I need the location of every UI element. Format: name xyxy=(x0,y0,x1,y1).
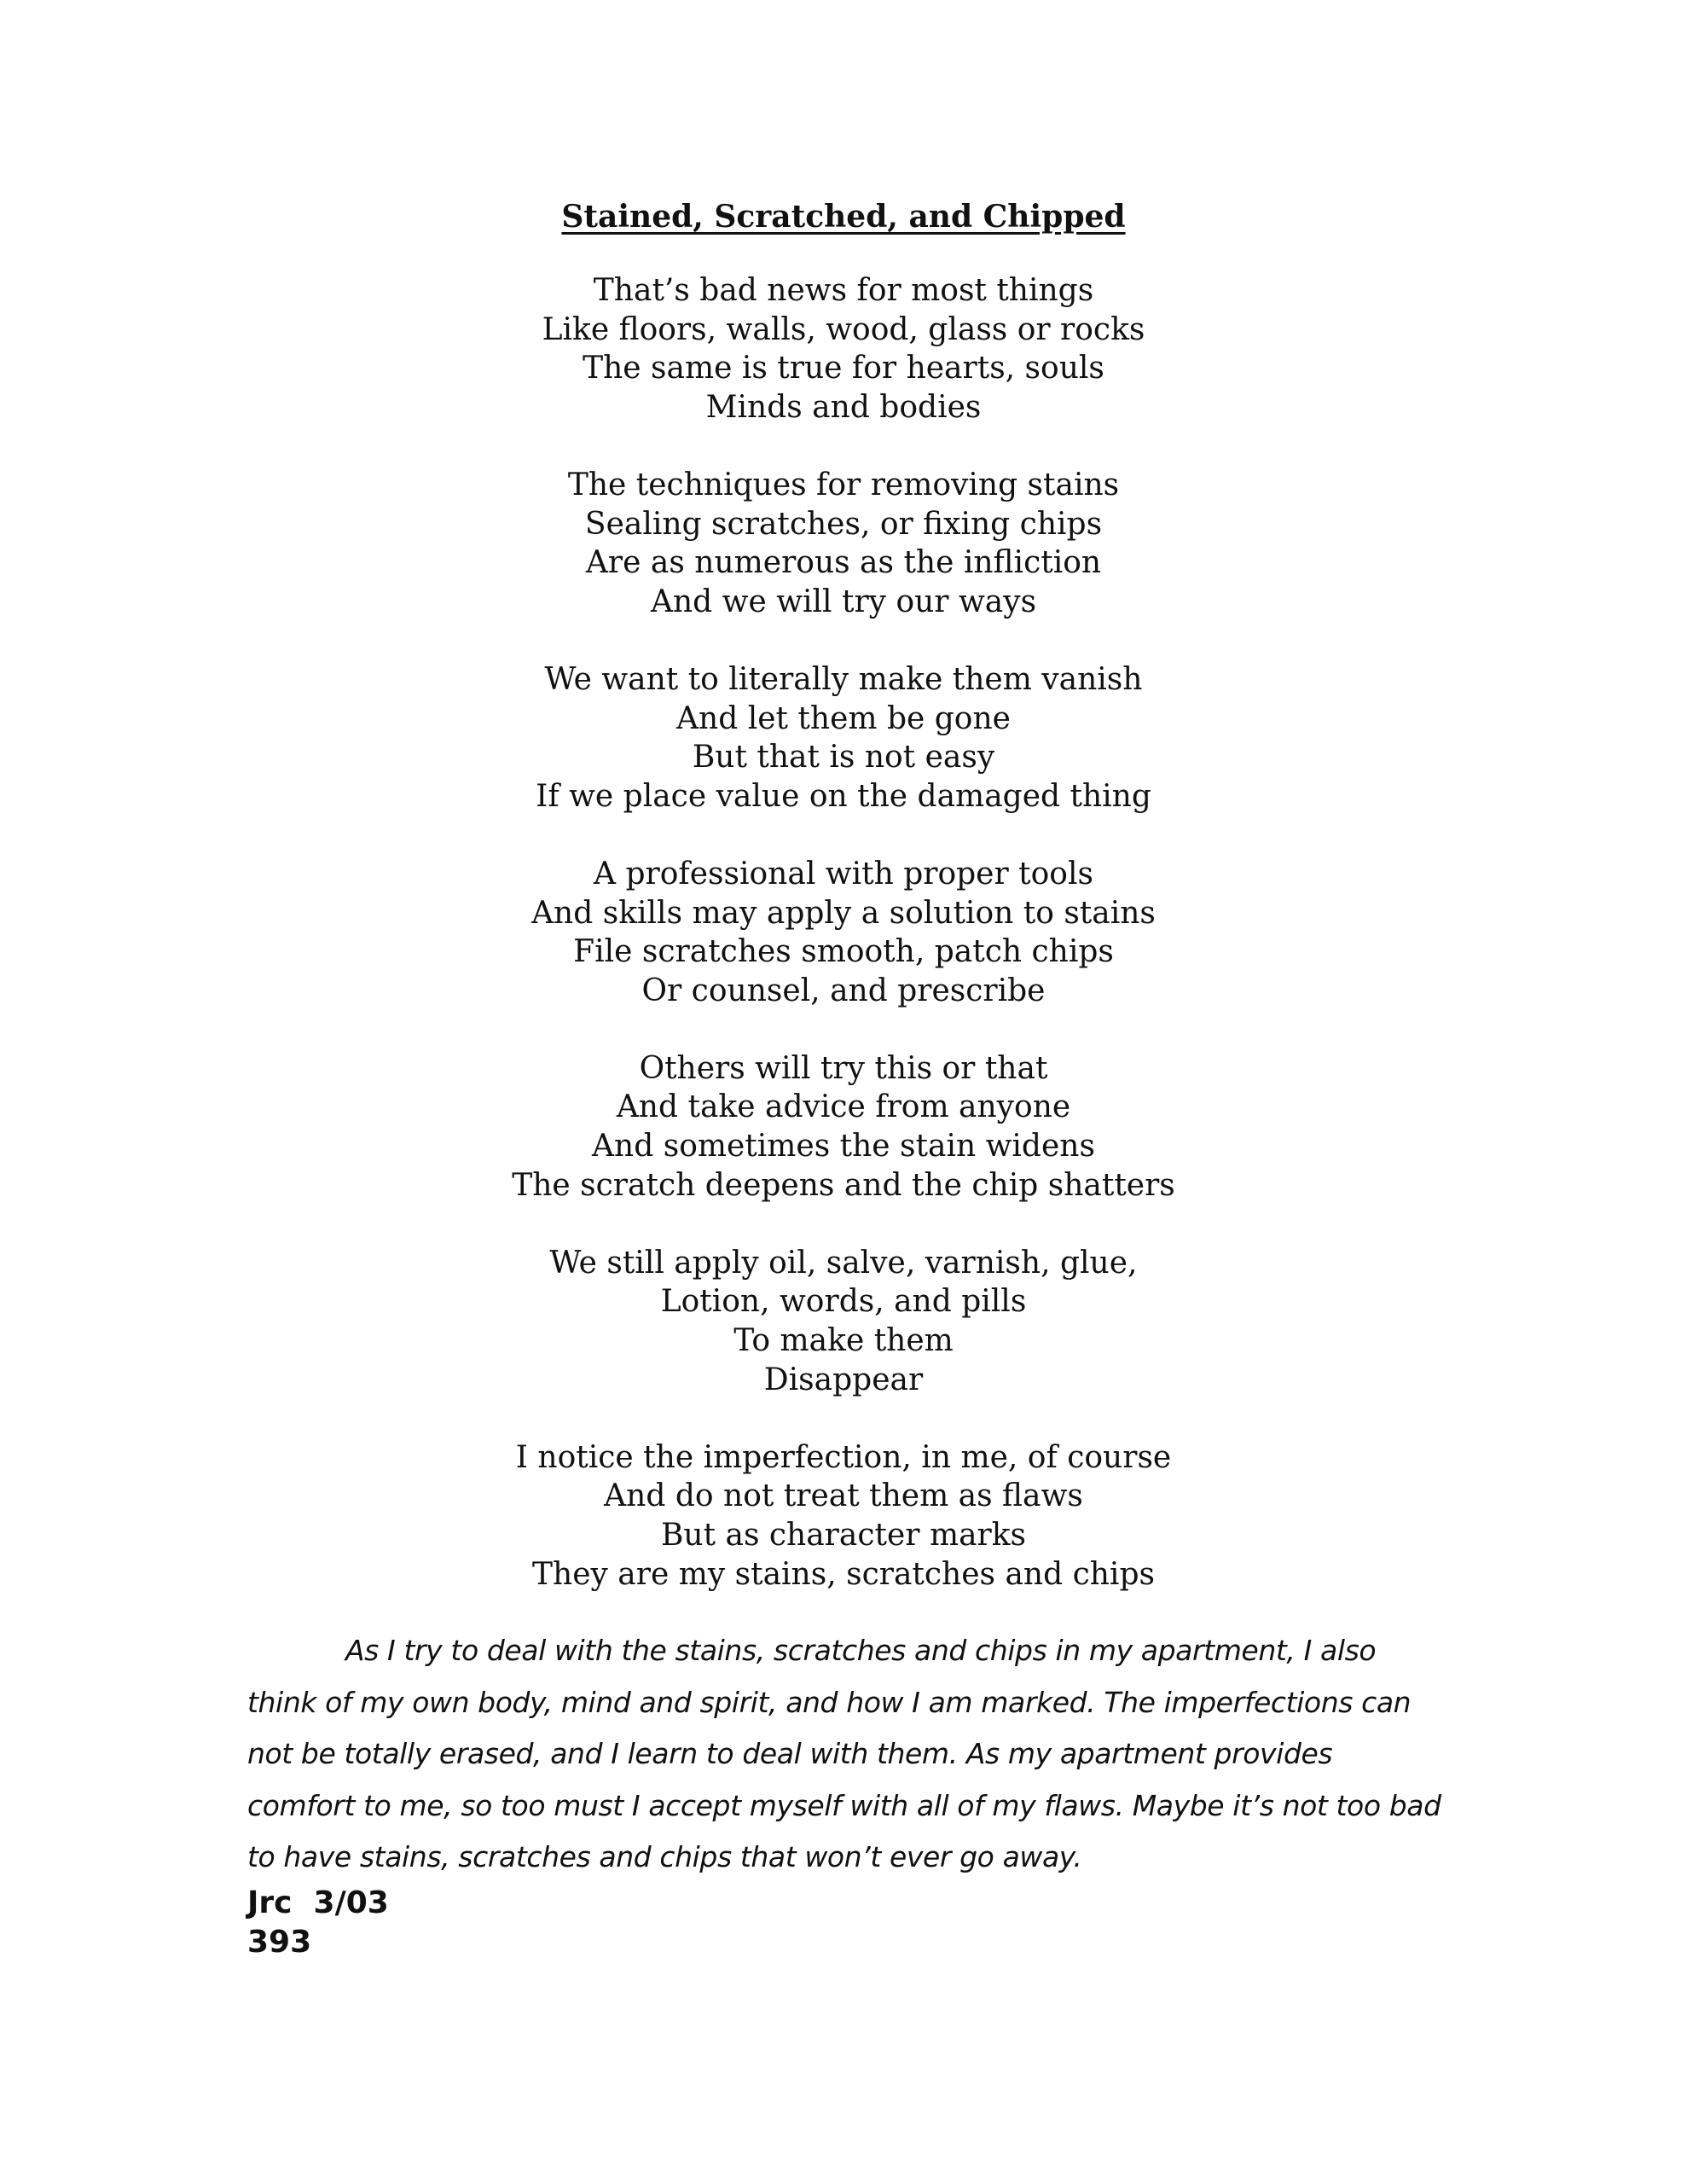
poem-line: A professional with proper tools xyxy=(594,856,1093,892)
stanza xyxy=(0,855,1687,1010)
poem-line: If we place value on the damaged thing xyxy=(536,778,1151,814)
poem-line: To make them xyxy=(733,1323,954,1359)
commentary-line: comfort to me, so too must I accept myself with all of my flaws. Maybe it’s not too bad xyxy=(247,1788,1441,1822)
poem-body xyxy=(0,271,1687,1594)
poem-line: Like floors, walls, wood, glass or rocks xyxy=(542,311,1145,347)
poem-line: I notice the imperfection, in me, of course xyxy=(515,1439,1172,1475)
author-date: Jrc 3/03 xyxy=(247,1885,389,1920)
poem-line: File scratches smooth, patch chips xyxy=(573,934,1114,970)
signature-block xyxy=(247,1884,389,1962)
commentary-line: to have stains, scratches and chips that won’t ever go away. xyxy=(247,1840,1082,1873)
stanza xyxy=(0,1049,1687,1205)
poem-line: And take advice from anyone xyxy=(616,1089,1071,1125)
commentary-paragraph xyxy=(247,1625,1458,1884)
poem-line: But as character marks xyxy=(660,1518,1027,1553)
commentary-line: think of my own body, mind and spirit, and how I am marked. The imperfections can xyxy=(247,1685,1412,1719)
poem-line: And do not treat them as flaws xyxy=(604,1478,1083,1514)
poem-line: Minds and bodies xyxy=(705,389,982,425)
poem-line: And we will try our ways xyxy=(650,584,1037,619)
poem-line: That’s bad news for most things xyxy=(593,273,1094,308)
poem-line: We want to literally make them vanish xyxy=(544,661,1143,697)
poem-line: Are as numerous as the infliction xyxy=(585,545,1102,581)
poem-line: And sometimes the stain widens xyxy=(592,1129,1095,1165)
poem-line: We still apply oil, salve, varnish, glue, xyxy=(549,1245,1138,1281)
stanza xyxy=(0,271,1687,427)
commentary-line: not be totally erased, and I learn to deal with them. As my apartment provides xyxy=(247,1737,1333,1770)
stanza xyxy=(0,466,1687,621)
poem-line: Others will try this or that xyxy=(639,1050,1048,1086)
stanza xyxy=(0,1438,1687,1594)
commentary-line: As I try to deal with the stains, scratches and chips in my apartment, I also xyxy=(345,1634,1377,1667)
poem-line: The scratch deepens and the chip shatters xyxy=(512,1167,1175,1203)
stanza xyxy=(0,660,1687,816)
poem-line: And skills may apply a solution to stains xyxy=(531,895,1156,931)
poem-line: The same is true for hearts, souls xyxy=(583,351,1104,386)
poem-line: And let them be gone xyxy=(676,700,1011,736)
poem-number: 393 xyxy=(247,1925,312,1960)
poem-line: The techniques for removing stains xyxy=(567,467,1120,502)
poem-line: Or counsel, and prescribe xyxy=(641,973,1046,1008)
poem-line: Sealing scratches, or fixing chips xyxy=(584,506,1103,542)
poem-line: But that is not easy xyxy=(692,740,995,775)
poem-line: Disappear xyxy=(763,1362,924,1397)
poem-title: Stained, Scratched, and Chipped xyxy=(561,199,1126,235)
poem-line: Lotion, words, and pills xyxy=(660,1284,1027,1320)
stanza xyxy=(0,1244,1687,1399)
poem-line: They are my stains, scratches and chips xyxy=(532,1556,1155,1592)
